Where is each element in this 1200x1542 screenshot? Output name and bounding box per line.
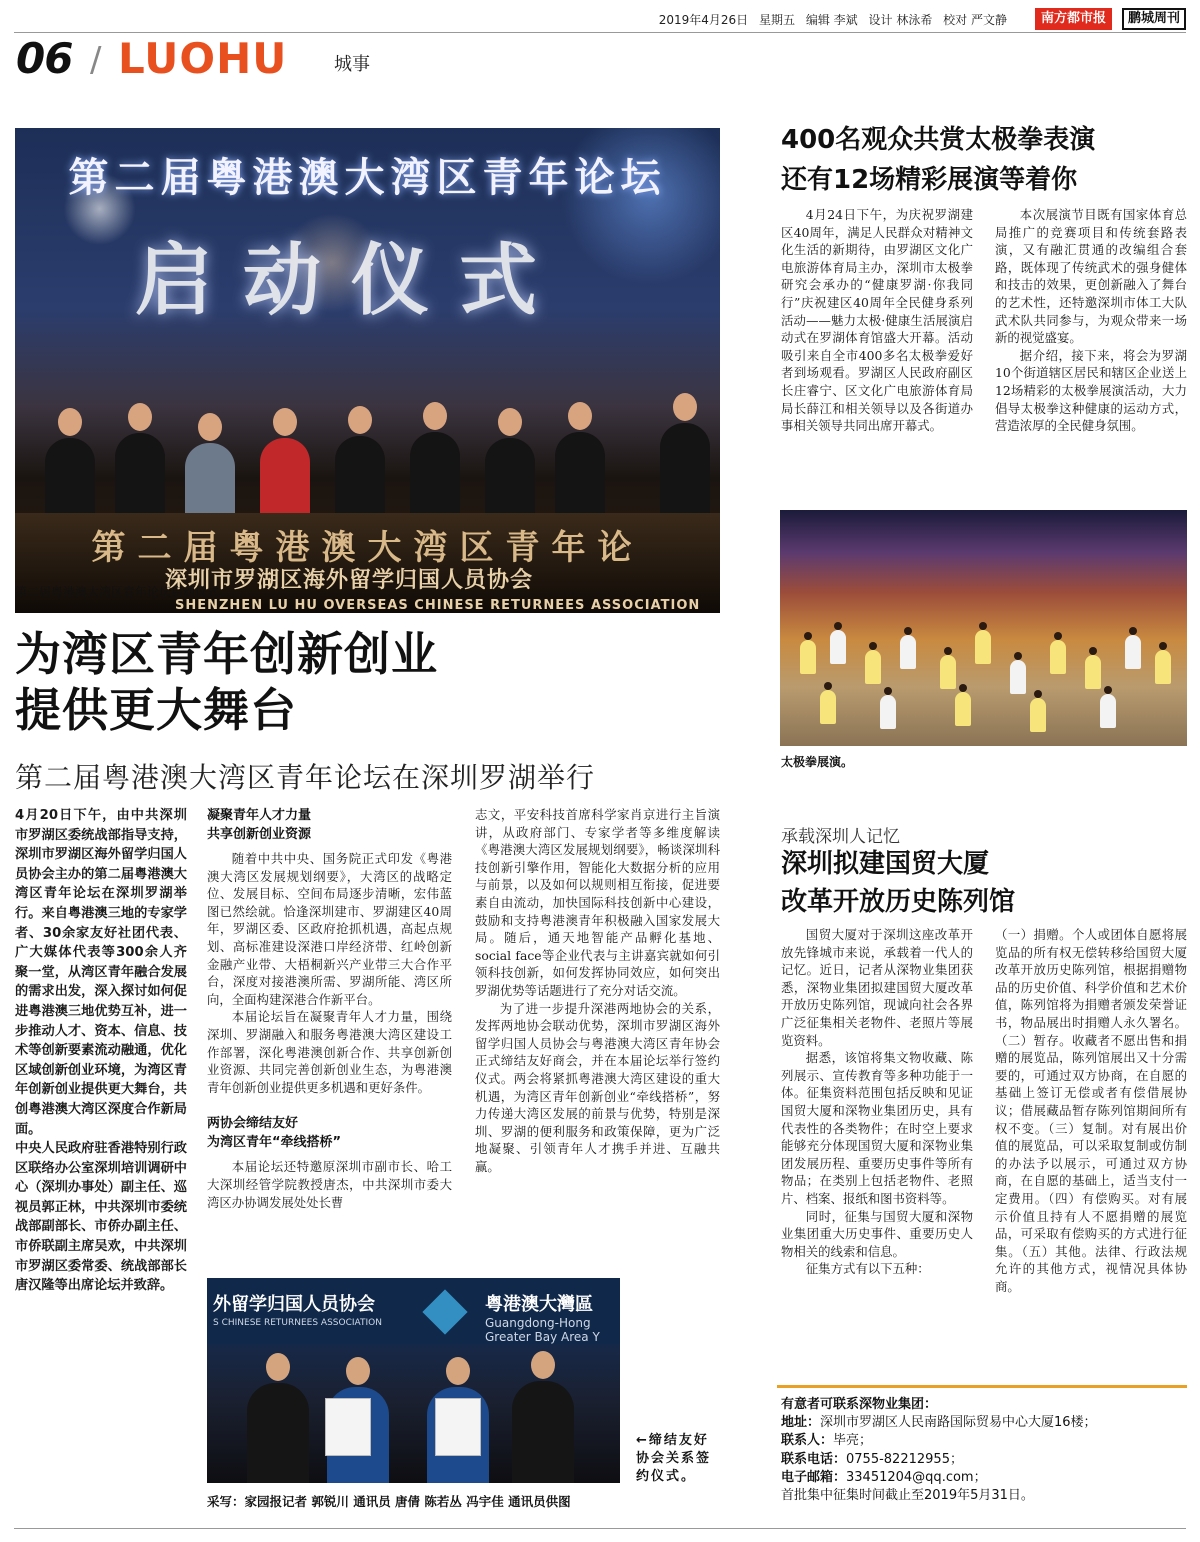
- address-label: 地址：: [781, 1415, 821, 1431]
- guomao-paragraph-4: 征集方式有以下五种：: [805, 1261, 930, 1277]
- photo-banner-big: 启动仪式: [135, 235, 568, 326]
- taichi-photo: [780, 510, 1187, 746]
- column-c-paragraph-2: 为了进一步提升深港两地协会的关系，发挥两地协会联动优势，深圳市罗湖区海外留学归国人员协会与粤港澳大湾区青年协会正式缔结友好商会，并在本届论坛举行签约仪式。两会将紧抓粤港澳大湾区建设的重大机遇，为湾区青年创新创业“牵线搭桥”，努力传递大湾区发展的前景与优势，特别是深圳、罗湖的便利服务和政策保障，更为广泛地凝聚、引领青年人才携手并进、互融共赢。: [475, 1000, 720, 1174]
- person-figure: [185, 443, 235, 518]
- main-subheadline: 第二届粤港澳大湾区青年论坛在深圳罗湖举行: [15, 761, 596, 794]
- photo3-banner-right: 粤港澳大灣區: [485, 1294, 593, 1315]
- photo-people: [35, 398, 715, 518]
- paper-logo: 南方都市报: [1035, 8, 1112, 30]
- header-rule: [14, 32, 1186, 33]
- footer-rule: [14, 1528, 1186, 1529]
- person-figure: [485, 438, 535, 518]
- guomao-column-2: [995, 926, 1187, 1295]
- phone-label: 联系电话：: [781, 1451, 847, 1467]
- stage-org-cn: 深圳市罗湖区海外留学归国人员协会: [165, 568, 534, 593]
- section1-paragraph-1: 随着中共中央、国务院正式印发《粤港澳大湾区发展规划纲要》，大湾区的战略定位、发展目标、空间布局逐步清晰，宏伟蓝图已然绘就。恰逢深圳建市、罗湖建区40周年，罗湖区委、区政府抢抓机遇，高起点规划、高标准建设深港口岸经济带、红岭创新金融产业带、大梧桐新兴产业带三大合作平台，深度对接港澳所需、罗湖所能、湾区所向，全面构建深港合作新平台。: [207, 851, 452, 1007]
- taichi-paragraph-2: 本次展演节目既有国家体育总局推广的竞赛项目和传统套路表演，又有融汇贯通的改编组合套路，既体现了传统武术的强身健体和技击的效果，更创新融入了舞台的艺术性，还特邀深圳市体工大队武术队共同参与，为观众带来一场新的视觉盛宴。: [995, 207, 1187, 346]
- section-name: LUOHU: [118, 34, 288, 83]
- person-figure: [555, 432, 605, 518]
- guomao-paragraph-3: 同时，征集与国贸大厦和深物业集团重大历史事件、重要历史人物相关的线索和信息。: [781, 1208, 973, 1259]
- performer-figure: [820, 690, 836, 724]
- section1-heading-b: 共享创新创业资源: [207, 827, 312, 842]
- performer-figure: [1100, 694, 1116, 728]
- designer: 设计 林泳希: [868, 13, 933, 27]
- page-meta: [659, 11, 1014, 28]
- page-slash: /: [90, 40, 102, 80]
- photo1-caption: 第二届粤港澳大湾区青年论坛启动仪式。: [15, 585, 232, 599]
- person-value: 毕亮；: [833, 1433, 873, 1449]
- main-headline-line1: 为湾区青年创新创业: [15, 627, 438, 681]
- person-figure: [115, 433, 165, 518]
- performer-figure: [1155, 650, 1171, 684]
- taichi-headline: [781, 120, 1095, 200]
- performer-figure: [975, 630, 991, 664]
- page-number: 06: [16, 34, 73, 83]
- contact-box: [781, 1396, 1187, 1505]
- email-value: 33451204@qq.com；: [846, 1469, 987, 1485]
- photo-banner-title: 第二届粤港澳大湾区青年论坛: [68, 154, 667, 201]
- guomao-paragraph-2: 据悉，该馆将集文物收藏、陈列展示、宣传教育等多种功能于一体。征集资料范围包括反映和见证国贸大厦和深物业集团历史，具有代表性的各类物件；在时空上要求能够充分体现国贸大厦和深物业集团发展历程、重要历史事件等所有物品；在类别上包括老物件、老照片、档案、报纸和图书资料等。: [781, 1050, 973, 1206]
- photo3-banner-left-en: S CHINESE RETURNEES ASSOCIATION: [213, 1318, 382, 1328]
- article1-column-c: [475, 806, 720, 1175]
- performer-figure: [940, 655, 956, 689]
- performer-figure: [800, 640, 816, 674]
- person-figure: [660, 423, 710, 518]
- section1-paragraph-2: 本届论坛旨在凝聚青年人才力量，围绕深圳、罗湖融入和服务粤港澳大湾区建设工作部署，深化粤港澳创新合作、共享创新创业资源、共同完善创新创业生态，为粤港澳青年创新创业提供更多机遇和更好条件。: [207, 1009, 452, 1095]
- performer-figure: [1125, 635, 1141, 669]
- forum-launch-photo: [15, 128, 720, 613]
- person-figure: [335, 436, 385, 518]
- section2-heading-a: 两协会缔结友好: [207, 1116, 299, 1132]
- signing-ceremony-photo: [207, 1278, 620, 1483]
- performer-figure: [900, 635, 916, 669]
- phone-value: 0755-82212955；: [846, 1451, 963, 1467]
- article1-column-b: [207, 806, 452, 1211]
- contact-divider: [777, 1385, 1187, 1388]
- issue-date: 2019年4月26日: [658, 13, 749, 27]
- taichi-headline-line2: 还有12场精彩展演等着你: [781, 165, 1078, 195]
- lead-paragraph-2: 中央人民政府驻香港特别行政区联络办公室深圳培训调研中心（深圳办事处）副主任、巡视员郭正林，中共深圳市委统战部副部长、市侨办副主任、市侨联副主席吴欢，中共深圳市罗湖区委常委、统战部部长唐汉隆等出席论坛并致辞。: [15, 1141, 187, 1294]
- contact-address-row: [781, 1414, 1187, 1432]
- signed-document: [435, 1398, 481, 1456]
- guomao-paragraph-1: 国贸大厦对于深圳这座改革开放先锋城市来说，承载着一代人的记忆。近日，记者从深物业集团获悉，深物业集团拟建国贸大厦改革开放历史陈列馆，现诚向社会各界广泛征集相关老物件、老照片等展览资料。: [781, 927, 973, 1048]
- performer-figure: [1030, 698, 1046, 732]
- photo3-banner-left: 外留学归国人员协会: [213, 1294, 375, 1315]
- person-figure: [45, 438, 95, 518]
- taichi-column-2: [995, 206, 1187, 435]
- editor: 编辑 李斌: [805, 13, 858, 27]
- guomao-kicker: 承载深圳人记忆: [781, 827, 900, 847]
- address-value: 深圳市罗湖区人民南路国际贸易中心大厦16楼；: [820, 1415, 1097, 1431]
- performer-figure: [1050, 640, 1066, 674]
- proofreader: 校对 严文静: [943, 13, 1007, 27]
- email-label: 电子邮箱：: [781, 1469, 847, 1485]
- guomao-headline-line2: 改革开放历史陈列馆: [781, 887, 1016, 917]
- signed-document: [325, 1398, 371, 1456]
- section1-heading-a: 凝聚青年人才力量: [207, 808, 312, 823]
- contact-person-row: [781, 1432, 1187, 1450]
- person-figure: [410, 432, 460, 518]
- taichi-headline-line1: 400名观众共赏太极拳表演: [781, 125, 1096, 155]
- performer-figure: [865, 650, 881, 684]
- photo3-banner-right-en1: Guangdong-Hong: [485, 1316, 591, 1330]
- lead-paragraph-1: 4月20日下午，由中共深圳市罗湖区委统战部指导支持，深圳市罗湖区海外留学归国人员协会主办的第二届粤港澳大湾区青年论坛在深圳罗湖举行。来自粤港澳三地的专家学者、30余家友好社团代表、广大媒体代表等300余人齐聚一堂，从湾区青年融合发展的需求出发，深入探讨如何促进粤港澳三地优势互补，进一步推动人才、资本、信息、技术等创新要素流动融通，优化区域创新创业环境，为湾区青年创新创业提供更大舞台，共创粤港澳大湾区深度合作新局面。: [15, 808, 187, 1137]
- guomao-column-1: [781, 926, 973, 1278]
- column-c-paragraph-1: 志文，平安科技首席科学家肖京进行主旨演讲，从政府部门、专家学者等多维度解读《粤港澳大湾区发展规划纲要》，畅谈深圳科技创新引擎作用，智能化大数据分析的应用与前景，以及如何以规则相互衔接，促进要素自由流动，加快国际科技创新中心建设，鼓励和支持粤港澳青年积极融入国家发展大局。随后，通天地智能产品孵化基地、social face等企业代表与主讲嘉宾就如何引领科技创新，如何发挥协同效应，如何突出罗湖优势等话题进行了充分对话交流。: [475, 807, 720, 998]
- guomao-headline-line1: 深圳拟建国贸大厦: [781, 849, 990, 879]
- performer-figure: [1085, 655, 1101, 689]
- contact-email-row: [781, 1469, 1187, 1487]
- person-figure: [260, 438, 310, 518]
- article1-column-a: [15, 806, 187, 1296]
- section2-heading-b: 为湾区青年“牵线搭桥”: [207, 1135, 342, 1151]
- taichi-column-1: [781, 206, 973, 435]
- contact-intro: 有意者可联系深物业集团：: [781, 1397, 938, 1412]
- person-figure: [512, 1381, 574, 1483]
- performer-figure: [830, 630, 846, 664]
- person-figure: [247, 1383, 309, 1483]
- guomao-methods-paragraph: （一）捐赠。个人或团体自愿将展览品的所有权无偿转移给国贸大厦改革开放历史陈列馆，根据捐赠物品的历史价值、科学价值和艺术价值，陈列馆将为捐赠者颁发荣誉证书，物品展出时捐赠人永久署名。（二）暂存。收藏者不愿出售和捐赠的展览品，陈列馆展出又十分需要的，可通过双方协商，在自愿的基础上签订无偿或者有偿借展协议；借展藏品暂存陈列馆期间所有权不变。（三）复制。对有展出价值的展览品，可以采取复制或仿制的办法予以展示，可通过双方协商，在自愿的基础上，适当支付一定费用。（四）有偿购买。对有展示价值且持有人不愿捐赠的展览品，可采取有偿购买的方式进行征集。（五）其他。法律、行政法规允许的其他方式，视情况具体协商。: [995, 927, 1187, 1294]
- contact-phone-row: [781, 1451, 1187, 1469]
- performer-figure: [880, 695, 896, 729]
- main-headline-line2: 提供更大舞台: [15, 683, 297, 737]
- taichi-paragraph-3: 据介绍，接下来，将会为罗湖10个街道辖区居民和辖区企业送上12场精彩的太极拳展演活动，大力倡导太极拳这种健康的运动方式，营造浓厚的全民健身氛围。: [995, 347, 1187, 434]
- stage-org-en: SHENZHEN LU HU OVERSEAS CHINESE RETURNEES ASSOCIATION: [175, 598, 701, 613]
- guomao-headline: [781, 845, 1015, 921]
- main-headline: [15, 626, 438, 738]
- taichi-performers: [780, 600, 1187, 746]
- performer-figure: [1010, 660, 1026, 694]
- issue-weekday: 星期五: [759, 13, 796, 27]
- taichi-paragraph-1: 4月24日下午，为庆祝罗湖建区40周年，满足人民群众对精神文化生活的新期待，由罗湖区文化广电旅游体育局主办，深圳市太极拳研究会承办的“健康罗湖·你我同行”庆祝建区40周年全民健身系列活动——魅力太极·健康生活展演启动式在罗湖体育馆盛大开幕。活动吸引来自全市400多名太极拳爱好者到场观看。罗湖区人民政府副区长庄睿宁、区文化广电旅游体育局局长薛江和相关领导以及各街道办事相关领导共同出席开幕式。: [781, 207, 973, 434]
- taichi-photo-caption: 太极拳展演。: [781, 755, 854, 769]
- deadline-note: 首批集中征集时间截止至2019年5月31日。: [781, 1488, 1034, 1504]
- performer-figure: [955, 692, 971, 726]
- byline-credit: 采写：家园报记者 郭锐川 通讯员 唐倩 陈若丛 冯宇佳 通讯员供图: [207, 1494, 571, 1509]
- edition-logo: 鹏城周刊: [1122, 8, 1186, 30]
- section2-paragraph-1: 本届论坛还特邀原深圳市副市长、哈工大深圳经管学院教授唐杰，中共深圳市委大湾区办协调发展处处长曹: [207, 1159, 452, 1210]
- photo3-banner-right-en2: Greater Bay Area Y: [485, 1330, 600, 1344]
- person-label: 联系人：: [781, 1433, 834, 1449]
- photo3-caption: ←缔结友好协会关系签约仪式。: [636, 1433, 712, 1484]
- column-name: 城事: [334, 54, 370, 75]
- stage-banner-text: 第二届粤港澳大湾区青年论: [91, 528, 644, 568]
